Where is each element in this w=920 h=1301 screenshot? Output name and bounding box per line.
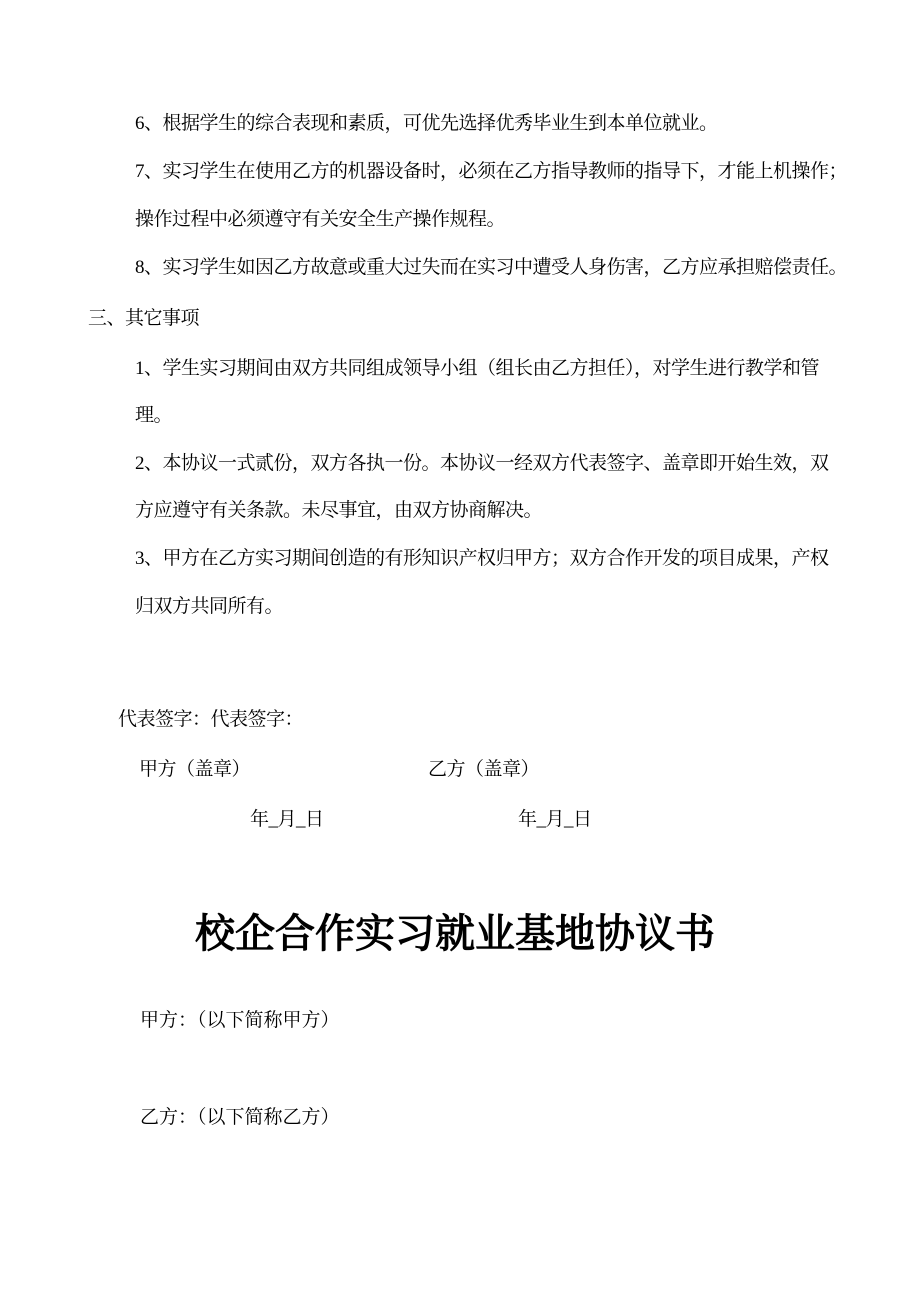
clause-6-line: 6、根据学生的综合表现和素质，可优先选择优秀毕业生到本单位就业。 — [135, 113, 718, 134]
party-b-seal-label: 乙方（盖章） — [428, 759, 540, 780]
misc-clause-2-line-1: 2、本协议一式贰份，双方各执一份。本协议一经双方代表签字、盖章即开始生效，双 — [135, 453, 829, 474]
misc-clause-2-line-2: 方应遵守有关条款。未尽事宜，由双方协商解决。 — [135, 500, 543, 521]
clause-8-line: 8、实习学生如因乙方故意或重大过失而在实习中遭受人身伤害，乙方应承担赔偿责任。 — [135, 257, 848, 278]
party-b-date-blank: 年_月_日 — [518, 809, 592, 830]
party-a-intro-line: 甲方：（以下简称甲方） — [140, 1010, 340, 1031]
misc-clause-3-line-2: 归双方共同所有。 — [135, 596, 284, 617]
misc-clause-1-line-2: 理。 — [135, 405, 173, 426]
representative-signature-line: 代表签字：代表签字： — [118, 709, 304, 730]
agreement-title: 校企合作实习就业基地协议书 — [195, 911, 715, 956]
section-heading-misc: 三、其它事项 — [88, 308, 200, 329]
party-a-seal-label: 甲方（盖章） — [139, 759, 251, 780]
clause-7-line-1: 7、实习学生在使用乙方的机器设备时，必须在乙方指导教师的指导下，才能上机操作； — [135, 161, 848, 182]
misc-clause-1-line-1: 1、学生实习期间由双方共同组成领导小组（组长由乙方担任），对学生进行教学和管 — [135, 358, 820, 379]
misc-clause-3-line-1: 3、甲方在乙方实习期间创造的有形知识产权归甲方；双方合作开发的项目成果，产权 — [135, 548, 829, 569]
party-a-date-blank: 年_月_日 — [250, 809, 324, 830]
clause-7-line-2: 操作过程中必须遵守有关安全生产操作规程。 — [135, 209, 506, 230]
party-b-intro-line: 乙方：（以下简称乙方） — [140, 1107, 340, 1128]
